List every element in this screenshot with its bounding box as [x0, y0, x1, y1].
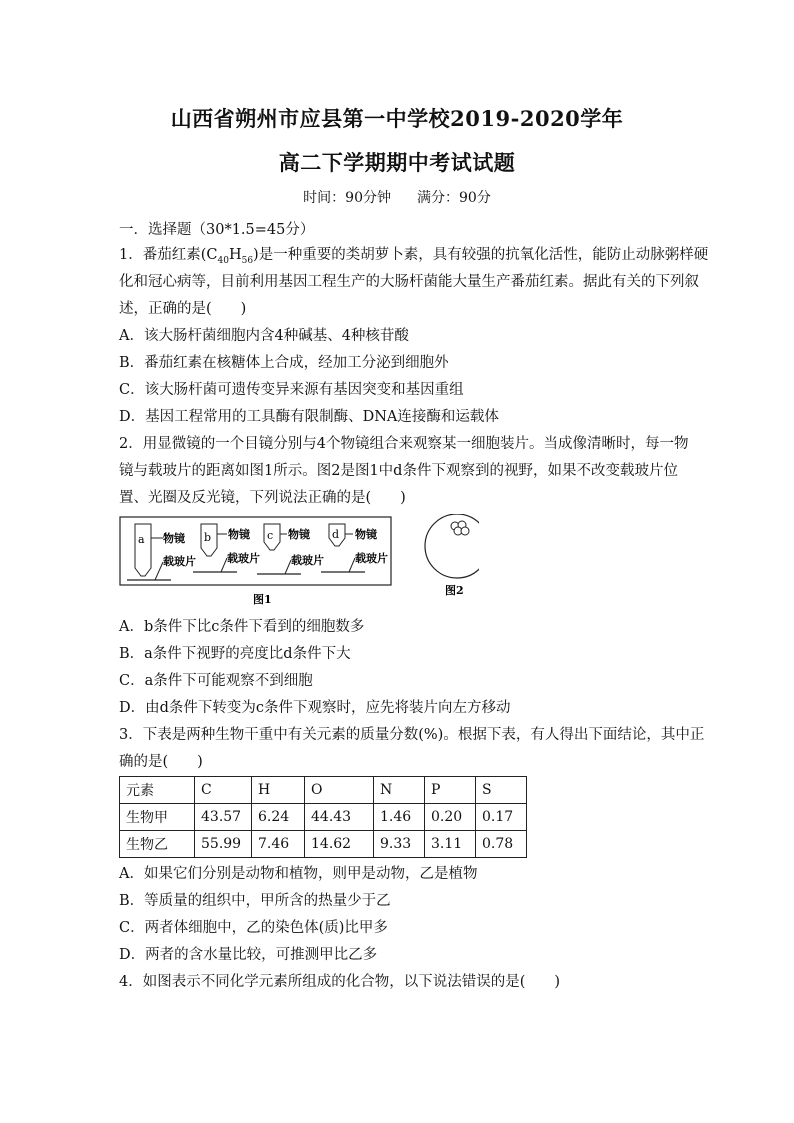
table-cell: 9.33	[374, 831, 425, 858]
q2-line-2: 镜与载玻片的距离如图1所示。图2是图1中d条件下观察到的视野，如果不改变载玻片位	[119, 463, 678, 479]
microscope-figure	[119, 514, 479, 610]
q1-option-d: D．基因工程常用的工具酶有限制酶、DNA连接酶和运载体	[119, 409, 499, 425]
q1-line-2: 化和冠心病等，目前利用基因工程生产的大肠杆菌能大量生产番茄红素。据此有关的下列叙	[119, 274, 699, 290]
objective-lens-a	[127, 524, 196, 580]
q1-option-c: C．该大肠杆菌可遗传变异来源有基因突变和基因重组	[119, 382, 464, 398]
svg-text:b: b	[204, 531, 212, 544]
q2-line-1: 2．用显微镜的一个目镜分别与4个物镜组合来观察某一细胞装片。当成像清晰时，每一物	[119, 436, 689, 452]
field-of-view	[425, 514, 479, 578]
title-line-1: 山西省朔州市应县第一中学校2019-2020学年	[170, 106, 624, 131]
slide-label-b: 载玻片	[227, 552, 260, 565]
slide-label-d: 载玻片	[355, 552, 388, 565]
svg-text:d: d	[332, 528, 340, 541]
table-header-cell: P	[425, 777, 476, 804]
table-header-cell: S	[476, 777, 527, 804]
figure1-caption: 图1	[253, 593, 272, 606]
q3-option-b: B．等质量的组织中，甲所含的热量少于乙	[119, 893, 391, 909]
exam-time: 时间：90分钟	[303, 190, 391, 206]
table-header-row	[120, 777, 527, 804]
table-header-cell: O	[305, 777, 374, 804]
q3-option-a: A．如果它们分别是动物和植物，则甲是动物，乙是植物	[119, 866, 478, 882]
q1-line-1: 1．番茄红素$(C_{40}H_{56})$是一种重要的类胡萝卜素，具有较强的抗氧化活性，能防止动脉粥样硬	[119, 247, 709, 266]
table-cell: 55.99	[195, 831, 252, 858]
q2-option-c: C．a条件下可能观察不到细胞	[119, 673, 313, 689]
table-cell: 7.46	[252, 831, 305, 858]
table-header-cell: C	[195, 777, 252, 804]
table-cell: 0.17	[476, 804, 527, 831]
table-cell: 0.78	[476, 831, 527, 858]
table-cell: 14.62	[305, 831, 374, 858]
element-table	[119, 776, 527, 858]
objective-label-b: 物镜	[228, 528, 250, 541]
objective-lens-c	[257, 524, 324, 574]
q1-line-3: 述，正确的是( )	[119, 301, 247, 317]
table-row	[120, 831, 527, 858]
q1-option-b: B．番茄红素在核糖体上合成，经加工分泌到细胞外	[119, 355, 449, 371]
table-cell: 43.57	[195, 804, 252, 831]
slide-label-a: 载玻片	[163, 555, 196, 568]
exam-meta	[0, 187, 794, 207]
q3-option-c: C．两者体细胞中，乙的染色体(质)比甲多	[119, 920, 388, 936]
table-cell: 生物甲	[120, 804, 195, 831]
q4-line-1: 4．如图表示不同化学元素所组成的化合物，以下说法错误的是( )	[119, 974, 561, 990]
q2-option-d: D．由d条件下转变为c条件下观察时，应先将装片向左方移动	[119, 700, 511, 716]
objective-label-a: 物镜	[163, 532, 185, 545]
q2-option-a: A．b条件下比c条件下看到的细胞数多	[119, 619, 365, 635]
section-heading: 一．选择题（30*1.5=45分）	[119, 222, 315, 238]
table-cell: 44.43	[305, 804, 374, 831]
q3-line-2: 确的是( )	[119, 754, 203, 770]
figure1-frame	[120, 517, 391, 585]
table-row	[120, 804, 527, 831]
table-header-cell: 元素	[120, 777, 195, 804]
table-header-cell: H	[252, 777, 305, 804]
q3-option-d: D．两者的含水量比较，可推测甲比乙多	[119, 947, 378, 963]
objective-lens-b	[193, 524, 260, 572]
q1-option-a: A．该大肠杆菌细胞内含4种碱基、4种核苷酸	[119, 328, 409, 344]
q2-line-3: 置、光圈及反光镜，下列说法正确的是( )	[119, 490, 406, 506]
exam-score: 满分：90分	[417, 190, 491, 206]
table-cell: 6.24	[252, 804, 305, 831]
table-cell: 3.11	[425, 831, 476, 858]
table-header-cell: N	[374, 777, 425, 804]
title-line-2: 高二下学期期中考试试题	[278, 150, 516, 175]
objective-lens-d	[321, 524, 388, 572]
q3-line-1: 3．下表是两种生物干重中有关元素的质量分数(%)。根据下表，有人得出下面结论，其中正	[119, 727, 705, 743]
figure2-caption: 图2	[445, 584, 464, 597]
table-cell: 1.46	[374, 804, 425, 831]
svg-text:c: c	[267, 529, 274, 542]
table-cell: 0.20	[425, 804, 476, 831]
svg-text:a: a	[138, 533, 145, 546]
objective-label-d: 物镜	[355, 528, 377, 541]
objective-label-c: 物镜	[288, 528, 310, 541]
q2-option-b: B．a条件下视野的亮度比d条件下大	[119, 646, 351, 662]
table-cell: 生物乙	[120, 831, 195, 858]
slide-label-c: 载玻片	[291, 554, 324, 567]
